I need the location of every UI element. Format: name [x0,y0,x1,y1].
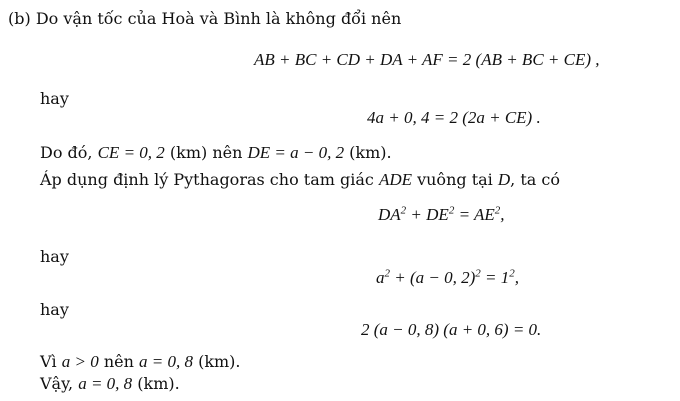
do-do-text-2: (km) nên [164,143,248,162]
do-do-text-1: Do đó, [40,143,98,162]
ap-dung-text-3: , ta có [510,170,560,189]
vi-text-2: nên [98,352,139,371]
sub-term-one: = 1 [480,268,510,287]
vi-text-3: (km). [192,352,241,371]
sub-exp-1: 2 [384,267,390,280]
vi-text-1: Vì [40,352,62,371]
vay-line [40,374,180,394]
vay-text-1: Vậy, [40,374,79,393]
ce-value: CE = 0, 2 [97,143,165,162]
final-answer: a = 0, 8 [78,374,133,393]
pyth-term-da: DA [378,205,401,224]
equation-substituted [376,268,519,288]
pyth-term-de: + DE [406,205,449,224]
pyth-term-ae: = AE [454,205,495,224]
part-b-intro: (b) Do vận tốc của Hoà và Bình là không đổi nên [8,9,402,28]
sub-comma: , [514,268,519,287]
pyth-exp-2: 2 [448,204,455,217]
de-expression: DE = a − 0, 2 [247,143,345,162]
ap-dung-text-1: Áp dụng định lý Pythagoras cho tam giác [40,170,379,189]
right-angle-vertex: D [497,170,511,189]
equation-pythagoras [378,205,505,225]
equation-linear: 4a + 0, 4 = 2 (2a + CE) . [367,108,541,127]
sub-term-paren: + (a − 0, 2) [390,268,476,287]
pyth-exp-1: 2 [400,204,407,217]
ap-dung-text-2: vuông tại [412,170,498,189]
hay-label-3: hay [40,300,69,319]
do-do-text-3: (km). [344,143,392,162]
hay-label-1: hay [40,89,69,108]
triangle-name: ADE [378,170,412,189]
sub-term-a: a [376,268,385,287]
equation-factored: 2 (a − 0, 8) (a + 0, 6) = 0. [361,320,542,339]
equation-perimeter-sum: AB + BC + CD + DA + AF = 2 (AB + BC + CE) , [254,50,600,69]
hay-label-2: hay [40,247,69,266]
ap-dung-line [40,170,560,190]
vay-text-2: (km). [132,374,180,393]
do-do-line [40,143,392,163]
vi-line [40,352,241,372]
a-positive: a > 0 [61,352,99,371]
pyth-comma: , [500,205,505,224]
pyth-exp-3: 2 [494,204,501,217]
a-value: a = 0, 8 [139,352,193,371]
sub-exp-2: 2 [475,267,481,280]
sub-exp-3: 2 [509,267,515,280]
